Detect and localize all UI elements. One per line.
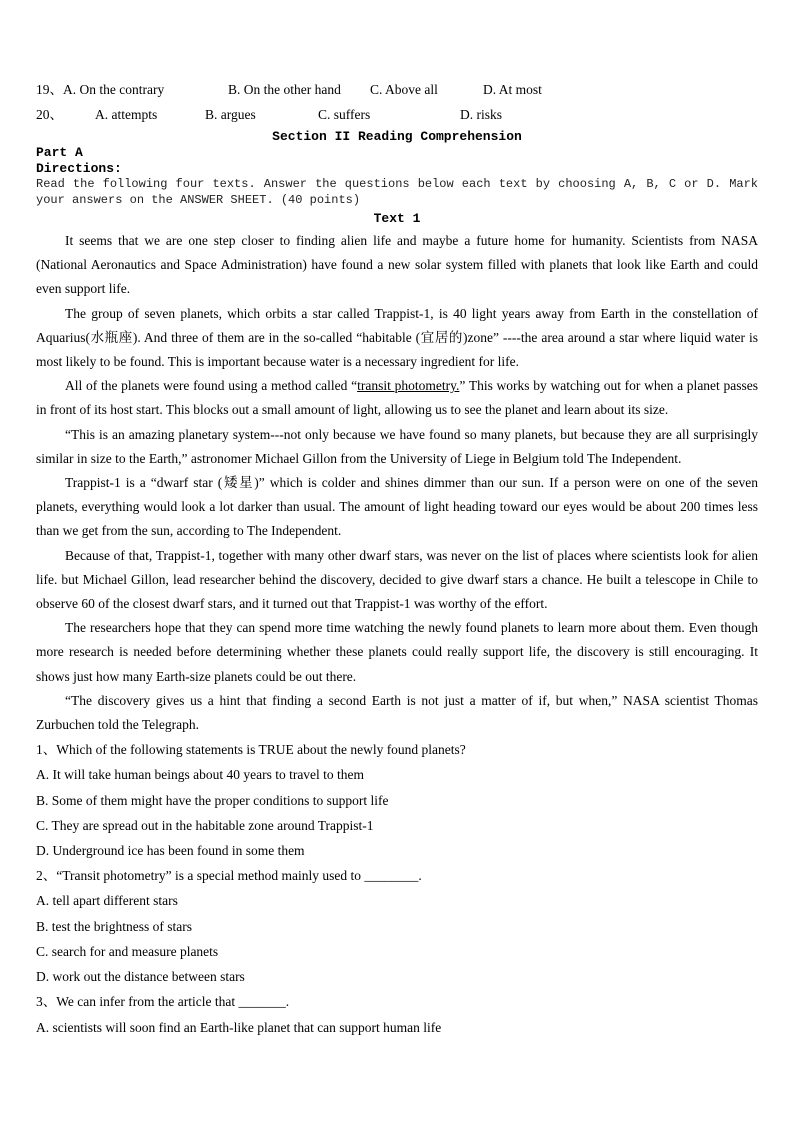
part-label: Part A: [36, 145, 83, 160]
section-heading: Section II Reading Comprehension: [272, 129, 522, 144]
paragraph-text: “The discovery gives us a hint that finding a second Earth is not just a matter of if, but when,” NASA scientist Thomas Zurbuchen told the Telegraph.: [36, 692, 758, 733]
question-1: [36, 737, 758, 863]
question-3: [36, 989, 758, 1039]
passage-paragraph: [36, 689, 758, 737]
cloze-option-b: B. argues: [205, 107, 256, 122]
cloze-option-d: D. At most: [483, 82, 542, 97]
cloze-option-d: D. risks: [460, 107, 503, 122]
question-option-b: B. Some of them might have the proper conditions to support life: [36, 792, 389, 808]
passage-paragraph: [36, 544, 758, 617]
cloze-option-a: A. On the contrary: [63, 82, 165, 97]
passage-paragraph: [36, 374, 758, 422]
cloze-item-19: [36, 77, 758, 102]
question-option-a: A. scientists will soon find an Earth-like planet that can support human life: [36, 1019, 442, 1035]
cloze-option-a: A. attempts: [95, 107, 158, 122]
passage-paragraph: [36, 471, 758, 544]
question-option-d: D. Underground ice has been found in some them: [36, 843, 305, 859]
paragraph-text: Because of that, Trappist-1, together with many other dwarf stars, was never on the list of places where scientists look for alien life. but Michael Gillon, lead researcher behind the discovery, decided to give dwarf stars a chance. He built a telescope in Chile to observe 60 of the closest dwarf stars, and it turned out that Trappist-1 was worthy of the effort.: [36, 547, 758, 612]
cloze-option-b: B. On the other hand: [228, 82, 341, 97]
question-stem: 2、“Transit photometry” is a special method mainly used to ________.: [36, 868, 422, 884]
question-option-d: D. work out the distance between stars: [36, 969, 245, 985]
paragraph-text: ” This works by watching out for when a planet passes in front of its host start. This blocks out a small amount of light, allowing us to see the planet and learn about its size.: [36, 378, 759, 418]
paragraph-text: The researchers hope that they can spend more time watching the newly found planets to learn more about them. Even though more research is needed before determining whether these planets could really support life, the discovery is still encouraging. It shows just how many Earth-size planets could be out there.: [36, 620, 758, 684]
question-option-b: B. test the brightness of stars: [36, 918, 192, 934]
paragraph-text: Trappist-1 is a “dwarf star (矮星)” which is colder and shines dimmer than our sun. If a person were on one of the seven planets, everything would look a lot darker than usual. The amount of light heading toward our eyes would be about 200 times less than we get from the sun, according to The Independent.: [36, 475, 758, 539]
cloze-option-c: C. Above all: [370, 82, 438, 97]
underlined-term: transit photometry.: [357, 378, 460, 394]
question-option-a: A. It will take human beings about 40 years to travel to them: [36, 767, 365, 783]
question-option-c: C. They are spread out in the habitable zone around Trappist-1: [36, 817, 374, 833]
passage-paragraph: [36, 302, 758, 375]
question-option-a: A. tell apart different stars: [36, 893, 178, 909]
paragraph-text: All of the planets were found using a method called “: [65, 378, 358, 394]
paragraph-text: It seems that we are one step closer to finding alien life and maybe a future home for humanity. Scientists from NASA (National Aeronautics and Space Administration) have found a new solar system filled with planets that look like Earth and could even support life.: [36, 233, 758, 297]
passage-paragraph: [36, 616, 758, 689]
cloze-option-c: C. suffers: [318, 107, 371, 122]
paragraph-text: “This is an amazing planetary system---not only because we have found so many planets, but because they are all surprisingly similar in size to the Earth,” astronomer Michael Gillon from the University of Liege in Belgium told The Independent.: [36, 426, 758, 466]
question-stem: 3、We can infer from the article that _______.: [36, 994, 290, 1010]
question-stem: 1、Which of the following statements is TRUE about the newly found planets?: [36, 742, 466, 758]
passage-paragraph: [36, 423, 758, 471]
passage-title: Text 1: [373, 211, 421, 226]
cloze-item-20: [36, 102, 758, 127]
directions-text: Read the following four texts. Answer the questions below each text by choosing A, B, C or D. Mark your answers on the ANSWER SHEET. (40 points): [36, 177, 758, 207]
paragraph-text: The group of seven planets, which orbits a star called Trappist-1, is 40 light years away from Earth in the constellation of Aquarius(水瓶座). And three of them are in the so-called “habitable (宜居的)zone” ----the area around a star where liquid water is most likely to be found. This is important because water is a necessary ingredient for life.: [36, 305, 758, 370]
directions-label: Directions:: [36, 161, 122, 176]
question-2: [36, 863, 758, 989]
passage-paragraph: [36, 229, 758, 302]
question-option-c: C. search for and measure planets: [36, 943, 219, 959]
question-number: 19、: [36, 82, 63, 97]
question-number: 20、: [36, 107, 63, 122]
